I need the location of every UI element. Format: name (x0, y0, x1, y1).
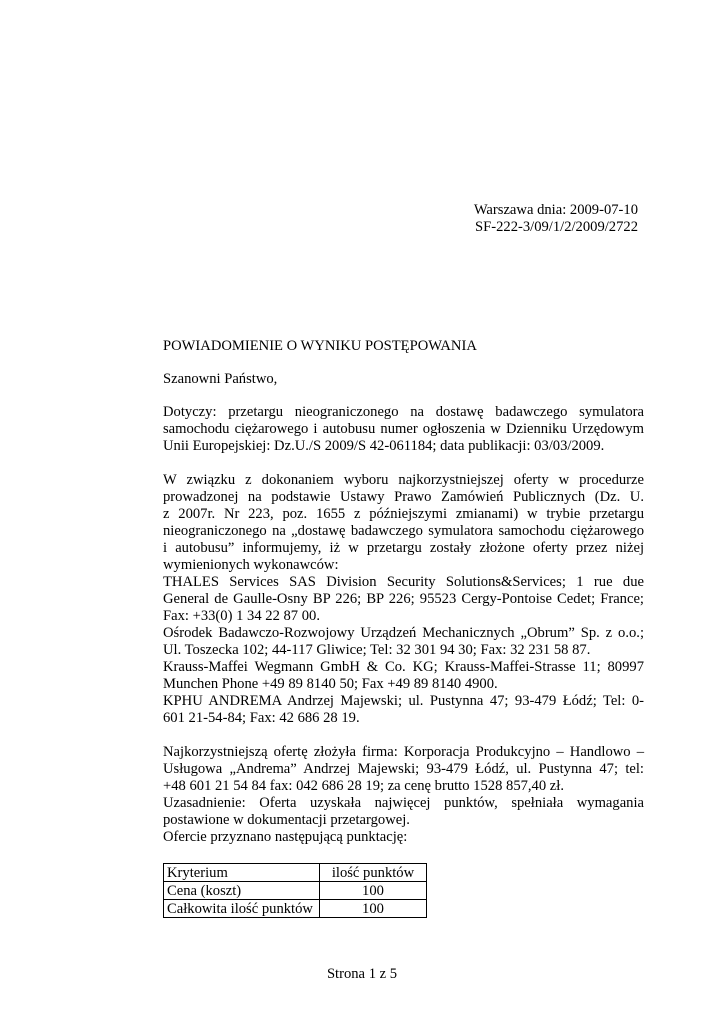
subject-line: Unii Europejskiej: Dz.U./S 2009/S 42-061184; data publikacji: 03/03/2009. (163, 438, 605, 454)
document-title: POWIADOMIENIE O WYNIKU POSTĘPOWANIA (163, 338, 477, 354)
bidder-entry (163, 574, 644, 625)
bidder-entry (163, 693, 644, 727)
bidder-line: General de Gaulle-Osny BP 226; BP 226; 95523 Cergy-Pontoise Cedet; France; (163, 591, 644, 607)
intro-line: wymienionych wykonawców: (163, 557, 339, 573)
winner-line: +48 601 21 54 84 fax: 042 686 28 19; za cenę brutto 1528 857,40 zł. (163, 778, 564, 794)
bidder-list (163, 574, 644, 727)
intro-paragraph (163, 472, 644, 574)
bidder-line: KPHU ANDREMA Andrzej Majewski; ul. Pustynna 47; 93-479 Łódź; Tel: 0- (163, 693, 644, 709)
place-date: Warszawa dnia: 2009-07-10 (473, 202, 638, 218)
intro-line: i autobusu” informujemy, iż w przetargu zostały złożone oferty przez niżej (163, 540, 644, 556)
subject-line: Dotyczy: przetargu nieograniczonego na dostawę badawczego symulatora (163, 404, 644, 420)
table-header-cell: ilość punktów (320, 864, 427, 882)
justification-line: Uzasadnienie: Oferta uzyskała najwięcej punktów, spełniała wymagania (163, 795, 644, 811)
winner-paragraph (163, 744, 644, 846)
intro-line: prowadzonej na podstawie Ustawy Prawo Zamówień Publicznych (Dz. U. (163, 489, 644, 505)
letter-body (163, 338, 644, 918)
letter-header (474, 202, 638, 236)
table-header-cell: Kryterium (164, 864, 320, 882)
bidder-line: Munchen Phone +49 89 8140 50; Fax +49 89 8140 4900. (163, 676, 498, 692)
bidder-line: Fax: +33(0) 1 34 22 87 00. (163, 608, 320, 624)
reference-number: SF-222-3/09/1/2/2009/2722 (475, 219, 638, 235)
winner-line: Usługowa „Andrema” Andrzej Majewski; 93-479 Łódź, ul. Pustynna 47; tel: (163, 761, 644, 777)
bidder-line: 601 21-54-84; Fax: 42 686 28 19. (163, 710, 360, 726)
table-cell: 100 (320, 900, 427, 918)
table-cell: Całkowita ilość punktów (164, 900, 320, 918)
bidder-line: THALES Services SAS Division Security Solutions&Services; 1 rue due (163, 574, 644, 590)
scoring-intro-line: Ofercie przyznano następującą punktację: (163, 829, 408, 845)
greeting: Szanowni Państwo, (163, 371, 278, 387)
bidder-entry (163, 659, 644, 693)
score-table (163, 863, 427, 918)
bidder-line: Krauss-Maffei Wegmann GmbH & Co. KG; Krauss-Maffei-Strasse 11; 80997 (163, 659, 644, 675)
table-cell: Cena (koszt) (164, 882, 320, 900)
intro-line: z 2007r. Nr 223, poz. 1655 z późniejszymi zmianami) w trybie przetargu (163, 506, 644, 522)
intro-line: nieograniczonego na „dostawę badawczego symulatora samochodu ciężarowego (163, 523, 644, 539)
subject-line: samochodu ciężarowego i autobusu numer ogłoszenia w Dzienniku Urzędowym (163, 421, 644, 437)
bidder-line: Ośrodek Badawczo-Rozwojowy Urządzeń Mechanicznych „Obrum” Sp. z o.o.; (163, 625, 644, 641)
table-header-row (164, 864, 427, 882)
bidder-line: Ul. Toszecka 102; 44-117 Gliwice; Tel: 32 301 94 30; Fax: 32 231 58 87. (163, 642, 591, 658)
intro-line: W związku z dokonaniem wyboru najkorzystniejszej oferty w procedurze (163, 472, 644, 488)
winner-line: Najkorzystniejszą ofertę złożyła firma: Korporacja Produkcyjno – Handlowo – (163, 744, 644, 760)
page-footer: Strona 1 z 5 (326, 966, 398, 982)
justification-line: postawione w dokumentacji przetargowej. (163, 812, 410, 828)
table-row (164, 900, 427, 918)
table-row (164, 882, 427, 900)
bidder-entry (163, 625, 644, 659)
subject-paragraph (163, 404, 644, 455)
table-cell: 100 (320, 882, 427, 900)
